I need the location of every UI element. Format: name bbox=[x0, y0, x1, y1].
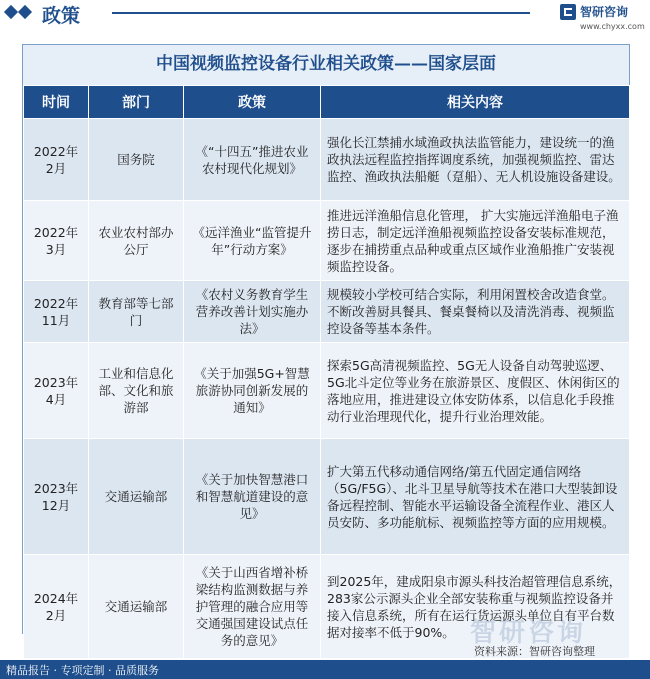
cell-content: 到2025年，建成阳泉市源头科技治超管理信息系统，283家公示源头企业全部安装称重与视频监控设备并接入信息系统，所有在运行货运源头单位自有平台数据对接率不低于90%。 bbox=[321, 555, 630, 659]
cell-time: 2022年 2月 bbox=[24, 119, 89, 201]
diamond-icon bbox=[4, 5, 18, 19]
cell-policy: 《关于山西省增补桥梁结构监测数据与养护管理的融合应用等交通强国建设试点任务的意见》 bbox=[184, 555, 321, 659]
cell-content: 推进远洋渔船信息化管理， 扩大实施远洋渔船电子渔捞日志，制定远洋渔船视频监控设备安装标准规范，逐步在捕捞重点品种或重点区域作业渔船推广安装视频监控设备。 bbox=[321, 201, 630, 281]
cell-dept: 教育部等七部门 bbox=[89, 281, 184, 343]
section-title: 政策 bbox=[42, 5, 81, 27]
column-header-content: 相关内容 bbox=[321, 86, 630, 119]
brand-logo-icon bbox=[560, 4, 576, 20]
header-divider bbox=[112, 12, 530, 14]
cell-dept: 工业和信息化部、文化和旅游部 bbox=[89, 343, 184, 439]
cell-dept: 国务院 bbox=[89, 119, 184, 201]
policy-card bbox=[22, 44, 630, 648]
watermark: 智研咨询 bbox=[470, 618, 587, 648]
cell-dept: 交通运输部 bbox=[89, 439, 184, 555]
column-header-time: 时间 bbox=[24, 86, 89, 119]
diamond-icon bbox=[18, 5, 32, 19]
table-row bbox=[24, 343, 630, 439]
cell-policy: 《农村义务教育学生营养改善计划实施办法》 bbox=[184, 281, 321, 343]
cell-content: 强化长江禁捕水域渔政执法监管能力，建设统一的渔政执法远程监控指挥调度系统，加强视频监控、雷达监控、渔政执法船艇（趸船）、无人机设施设备建设。 bbox=[321, 119, 630, 201]
brand-url: www.chyxx.com bbox=[580, 22, 645, 31]
table-row bbox=[24, 119, 630, 201]
card-title: 中国视频监控设备行业相关政策——国家层面 bbox=[156, 54, 496, 74]
footer-slogan: 精品报告 · 专项定制 · 品质服务 bbox=[6, 664, 159, 677]
cell-policy: 《远洋渔业“监管提升年”行动方案》 bbox=[184, 201, 321, 281]
cell-policy: 《“十四五”推进农业农村现代化规划》 bbox=[184, 119, 321, 201]
cell-content: 探索5G高清视频监控、5G无人设备自动驾驶巡逻、5G北斗定位等业务在旅游景区、度假区、休闲街区的落地应用，推进建设立体安防体系，以信息化手段推动行业治理现代化，提升行业治理效能。 bbox=[321, 343, 630, 439]
cell-time: 2023年 4月 bbox=[24, 343, 89, 439]
cell-dept: 交通运输部 bbox=[89, 555, 184, 659]
footer-bar bbox=[0, 660, 650, 679]
table-row bbox=[24, 281, 630, 343]
cell-time: 2022年 11月 bbox=[24, 281, 89, 343]
column-header-policy: 政策 bbox=[184, 86, 321, 119]
brand-name: 智研咨询 bbox=[580, 5, 629, 19]
cell-time: 2022年 3月 bbox=[24, 201, 89, 281]
cell-dept: 农业农村部办公厅 bbox=[89, 201, 184, 281]
table-header-row bbox=[24, 86, 630, 119]
top-header bbox=[0, 0, 650, 31]
cell-policy: 《关于加强5G+智慧旅游协同创新发展的通知》 bbox=[184, 343, 321, 439]
column-header-dept: 部门 bbox=[89, 86, 184, 119]
table-row bbox=[24, 201, 630, 281]
cell-time: 2024年 2月 bbox=[24, 555, 89, 659]
table-row bbox=[24, 439, 630, 555]
source-note: 资料来源：智研咨询整理 bbox=[474, 645, 595, 658]
cell-policy: 《关于加快智慧港口和智慧航道建设的意见》 bbox=[184, 439, 321, 555]
policy-table bbox=[23, 85, 630, 659]
cell-content: 扩大第五代移动通信网络/第五代固定通信网络（5G/F5G）、北斗卫星导航等技术在港口大型装卸设备远程控制、智能水平运输设备全流程作业、港区人员安防、多功能航标、视频监控等方面的应用规模。 bbox=[321, 439, 630, 555]
cell-content: 规模较小学校可结合实际，利用闲置校舍改造食堂。不断改善厨具餐具、餐桌餐椅以及清洗消毒、视频监控设备等基本条件。 bbox=[321, 281, 630, 343]
cell-time: 2023年 12月 bbox=[24, 439, 89, 555]
